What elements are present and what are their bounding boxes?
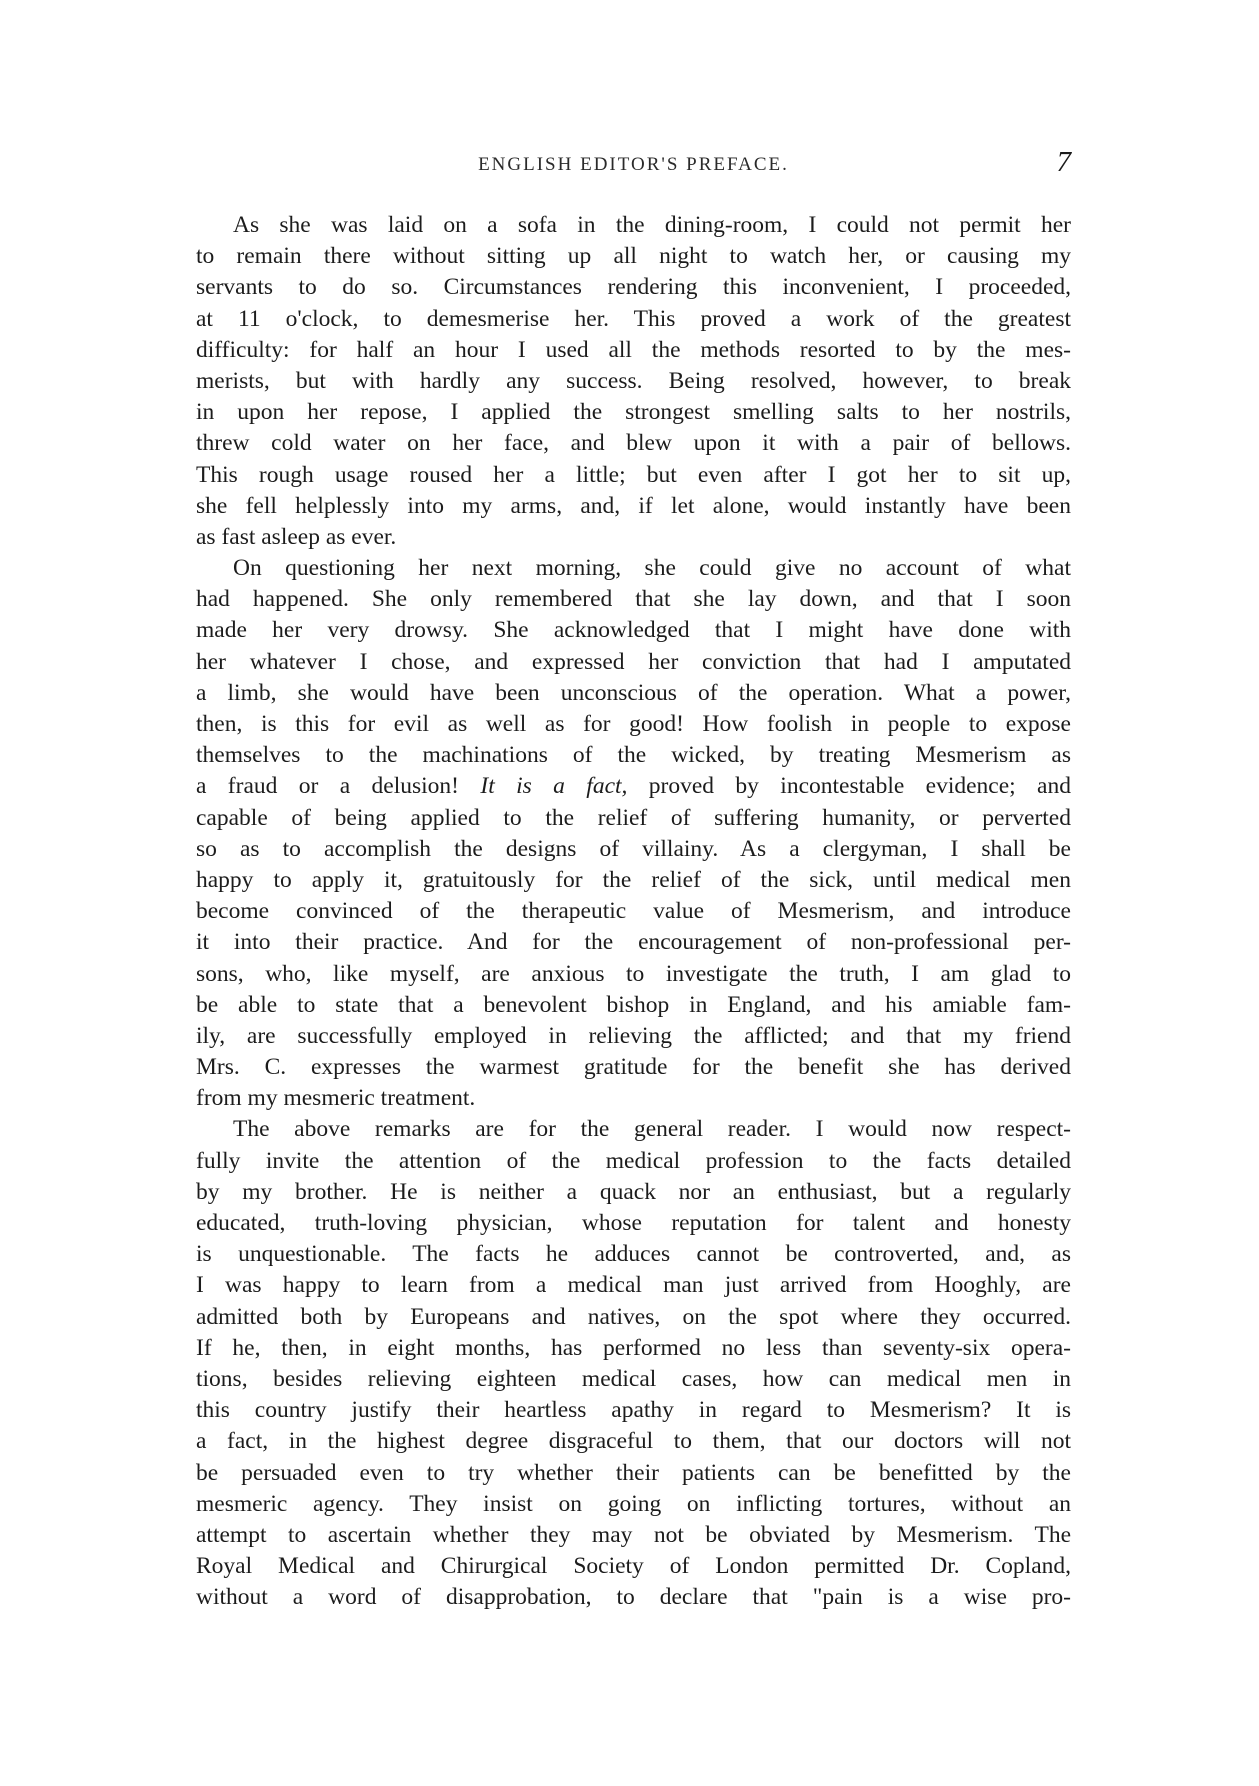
text-line: merists, but with hardly any success. Being resolved, however, to break [196, 367, 1071, 394]
text-line: attempt to ascertain whether they may not be obviated by Mesmerism. The [196, 1521, 1071, 1548]
body-text [196, 210, 1071, 1613]
text-line: admitted both by Europeans and natives, on the spot where they occurred. [196, 1303, 1071, 1330]
text-line: mesmeric agency. They insist on going on inflicting tortures, without an [196, 1490, 1071, 1517]
text-line-with-italic [196, 771, 1071, 802]
text-line: her whatever I chose, and expressed her conviction that had I amputated [196, 648, 1071, 675]
text-line: become convinced of the therapeutic value of Mesmerism, and introduce [196, 898, 1071, 925]
text-run: a fraud or a delusion! [196, 773, 481, 800]
text-line: tions, besides relieving eighteen medical cases, how can medical men in [196, 1365, 1071, 1392]
text-line: a limb, she would have been unconscious of the operation. What a power, [196, 679, 1071, 706]
text-line: be persuaded even to try whether their patients can be benefitted by the [196, 1459, 1071, 1486]
text-line: If he, then, in eight months, has performed no less than seventy-six opera- [196, 1334, 1071, 1361]
text-line: Mrs. C. expresses the warmest gratitude for the benefit she has derived [196, 1054, 1071, 1081]
text-run: proved by incontestable evidence; and [627, 773, 1071, 800]
text-line: capable of being applied to the relief of suffering humanity, or perverted [196, 804, 1071, 831]
text-line: fully invite the attention of the medical profession to the facts detailed [196, 1147, 1071, 1174]
text-line: is unquestionable. The facts he adduces cannot be controverted, and, as [196, 1241, 1071, 1268]
running-header [196, 146, 1071, 186]
paragraph-3 [196, 1114, 1071, 1613]
text-line: this country justify their heartless apathy in regard to Mesmerism? It is [196, 1397, 1071, 1424]
text-line: without a word of disapprobation, to declare that "pain is a wise pro- [196, 1584, 1071, 1611]
text-line: I was happy to learn from a medical man just arrived from Hooghly, are [196, 1272, 1071, 1299]
text-line: ily, are successfully employed in relieving the afflicted; and that my friend [196, 1022, 1071, 1049]
running-title: ENGLISH EDITOR'S PREFACE. [478, 154, 789, 175]
text-line: be able to state that a benevolent bishop in England, and his amiable fam- [196, 991, 1071, 1018]
text-line: On questioning her next morning, she could give no account of what [233, 555, 1071, 582]
text-line: The above remarks are for the general reader. I would now respect- [233, 1116, 1071, 1143]
text-line: difficulty: for half an hour I used all the methods resorted to by the mes- [196, 336, 1071, 363]
text-line: from my mesmeric treatment. [196, 1085, 476, 1112]
text-line: sons, who, like myself, are anxious to investigate the truth, I am glad to [196, 960, 1071, 987]
text-line: themselves to the machinations of the wicked, by treating Mesmerism as [196, 742, 1071, 769]
text-line: This rough usage roused her a little; but even after I got her to sit up, [196, 461, 1071, 488]
paragraph-2 [196, 553, 1071, 1114]
text-line: threw cold water on her face, and blew upon it with a pair of bellows. [196, 430, 1071, 457]
text-line: as fast asleep as ever. [196, 523, 397, 550]
text-line: happy to apply it, gratuitously for the relief of the sick, until medical men [196, 866, 1071, 893]
text-line: Royal Medical and Chirurgical Society of London permitted Dr. Copland, [196, 1553, 1071, 1580]
text-line: to remain there without sitting up all night to watch her, or causing my [196, 243, 1071, 270]
text-line: she fell helplessly into my arms, and, if let alone, would instantly have been [196, 492, 1071, 519]
text-line: in upon her repose, I applied the strongest smelling salts to her nostrils, [196, 399, 1071, 426]
text-line: a fact, in the highest degree disgraceful to them, that our doctors will not [196, 1428, 1071, 1455]
text-line: so as to accomplish the designs of villainy. As a clergyman, I shall be [196, 835, 1071, 862]
text-line: As she was laid on a sofa in the dining-room, I could not permit her [233, 212, 1071, 238]
text-line: educated, truth-loving physician, whose reputation for talent and honesty [196, 1210, 1071, 1236]
paragraph-1 [196, 210, 1071, 553]
text-line: at 11 o'clock, to demesmerise her. This proved a work of the greatest [196, 305, 1071, 332]
text-line: servants to do so. Circumstances rendering this inconvenient, I proceeded, [196, 274, 1071, 301]
page-number: 7 [1056, 146, 1071, 178]
text-line: then, is this for evil as well as for good! How foolish in people to expose [196, 711, 1071, 737]
text-line: made her very drowsy. She acknowledged that I might have done with [196, 617, 1071, 644]
text-line: had happened. She only remembered that she lay down, and that I soon [196, 586, 1071, 613]
text-line: by my brother. He is neither a quack nor an enthusiast, but a regularly [196, 1178, 1071, 1205]
italic-phrase: It is a fact, [480, 773, 628, 800]
text-line: it into their practice. And for the encouragement of non-professional per- [196, 929, 1071, 956]
